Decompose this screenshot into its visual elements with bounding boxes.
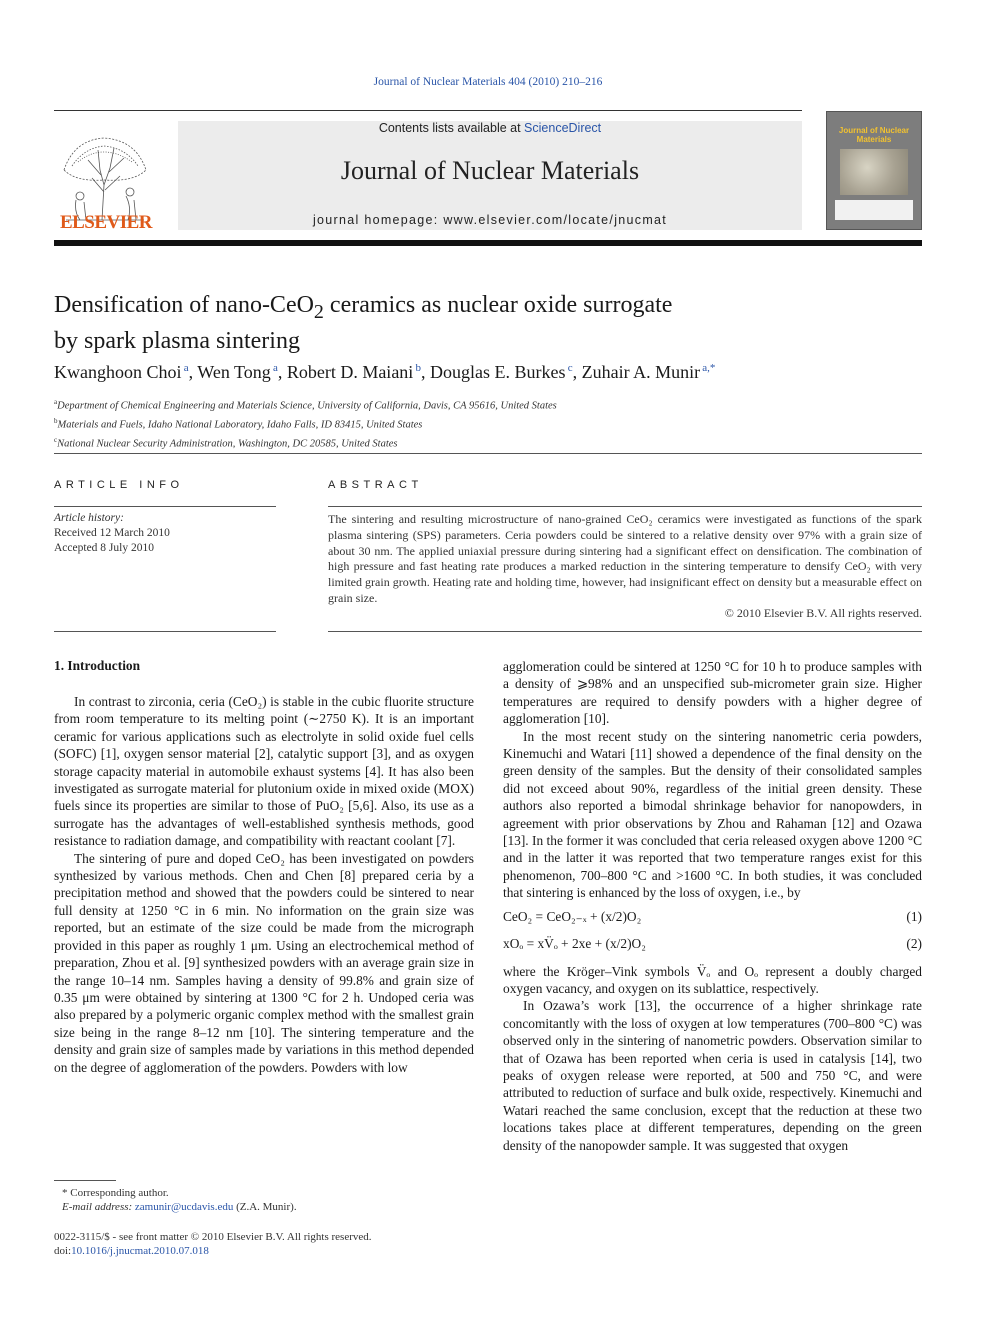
- affiliation: [54, 414, 934, 433]
- affiliation-letter: a: [54, 398, 58, 406]
- affiliation: [54, 433, 934, 452]
- issn-line: 0022-3115/$ - see front matter © 2010 Elsevier B.V. All rights reserved.: [54, 1231, 372, 1243]
- equation-expression: xOₒ = xV̈ₒ + 2xe + (x/2)O₂: [503, 936, 646, 952]
- doi-label: doi:: [54, 1245, 72, 1258]
- affiliation-mark[interactable]: a,*: [702, 362, 716, 374]
- affiliation-text: Department of Chemical Engineering and Materials Science, University of California, Davis, CA 95616, United States: [57, 400, 557, 412]
- body-paragraph: In Ozawa’s work [13], the occurrence of a higher shrinkage rate concomitantly with the loss of oxygen at low temperatures (700–800 °C) was observed only in the sintering of nanometric powders. Observation similar to that of Ozawa has been reported when ceria is used in catalysis [14], two peaks of oxygen release were reported, at 500 and 750 °C, and were attributed to reduction of surface and bulk oxide, respectively. Kinemuchi and Watari reached the same conclusion, except that the reduction at these two locations takes place at different temperatures, depending on the green density of the nanopowder sample. It was suggested that oxygen: [503, 998, 922, 1153]
- author-list: Kwanghoon Choi $^a$, Wen Tong $^a$, Robert D. Maiani $^b$, Douglas E. Burkes $^c$, Zuhair A. Munir $^{a,*}$: [54, 362, 716, 382]
- affiliation-mark[interactable]: a: [183, 362, 189, 374]
- author-name[interactable]: Zuhair A. Munir: [581, 362, 701, 382]
- email-label: E-mail address:: [62, 1201, 133, 1213]
- header-rule: [54, 110, 802, 111]
- doi-link[interactable]: 10.1016/j.jnucmat.2010.07.018: [71, 1245, 209, 1258]
- body-paragraph: The sintering of pure and doped CeO₂ has been investigated on powders synthesized by various methods. Chen and Chen [8] prepared ceria by a precipitation method and showed that the powders could be sintered to near full density at 1250 °C in 6 min. No information on the grain size was reported, but an estimate of the size could be made from the micrograph provided in this paper as roughly 1 μm. Using an electrochemical method of preparation, Zhou et al. [9] synthesized powders with an average grain size in the range 10–14 nm. Samples having a density of 99.8% and grain size of 0.35 μm were obtained by sintering at 1300 °C for 2 h. Undoped ceria was also prepared by a polymeric organic complex method with the smallest grain size being in the range 8–12 nm [10]. The sintering temperature and the density and grain size of samples made by variations in this method depended on the degree of agglomeration of the powders. Powders with low: [54, 850, 474, 1075]
- equation-expression: CeO₂ = CeO₂₋ₓ + (x/2)O₂: [503, 908, 642, 924]
- author-name[interactable]: Wen Tong: [197, 362, 271, 382]
- publisher-logo-text: ELSEVIER: [59, 212, 153, 233]
- history-label: Article history:: [54, 512, 124, 524]
- body-paragraph: where the Kröger–Vink symbols V̈ₒ and Oₒ represent a doubly charged oxygen vacancy, and oxygen on its sublattice, respectively.: [503, 963, 922, 996]
- contents-line: [178, 121, 802, 135]
- title-part: ceramics as nuclear oxide surrogate: [323, 292, 673, 318]
- author-name[interactable]: Douglas E. Burkes: [430, 362, 566, 382]
- article-title: [54, 291, 874, 356]
- accepted-date: Accepted 8 July 2010: [54, 541, 154, 554]
- affiliation: [54, 395, 934, 414]
- equation-number: (1): [906, 908, 922, 924]
- masthead-thick-rule: [54, 240, 922, 246]
- body-paragraph: In the most recent study on the sintering nanometric ceria powders, Kinemuchi and Watari [11] showed a dependence of the final density on the green density of the samples. But the density of their consolidated samples did not exceed about 90%, regardless of the initial green density. These authors also reported a bimodal shrinkage behavior for nanopowders, in agreement with prior observations by Zhou and Rahaman [12] and Ozawa [13]. In the former it was concluded that ceria released oxygen above 1200 °C and in the latter it was reported that two temperature ranges exist for this phenomenon, 700–800 °C and >1600 °C. In both studies, it was concluded that sintering is enhanced by the loss of oxygen, i.e., by: [503, 728, 922, 901]
- affiliations: [54, 395, 934, 452]
- divider: [54, 506, 276, 507]
- body-column-right: [503, 658, 922, 1154]
- front-matter: [54, 1230, 494, 1259]
- affiliation-mark[interactable]: b: [415, 362, 422, 374]
- body-paragraph: In contrast to zirconia, ceria (CeO₂) is stable in the cubic fluorite structure from room temperature to its melting point (∼2750 K). It is an important ceramic for various applications such as electrolyte in solid oxide fuel cells (SOFC) [1], oxygen sensor material [2], catalytic support [3], and as oxygen storage capacity material in automobile exhaust systems [4]. It has also been investigated as surrogate material for plutonium oxide in mixed oxide (MOX) fuels since its properties are similar to those of PuO₂ [5,6]. Also, its use as a surrogate has the advantages of well-established synthesis methods, good resistance to radiation damage, and compatibility with reactant coolant [7].: [54, 694, 474, 849]
- author-name[interactable]: Robert D. Maiani: [286, 362, 414, 382]
- section-heading: 1. Introduction: [54, 658, 141, 673]
- email-suffix: (Z.A. Munir).: [233, 1201, 297, 1213]
- journal-title: Journal of Nuclear Materials: [340, 156, 640, 185]
- journal-homepage[interactable]: journal homepage: www.elsevier.com/locate/jnucmat: [312, 213, 668, 227]
- title-subscript: 2: [313, 300, 324, 323]
- equation: [503, 908, 922, 925]
- title-part: Densification of nano-CeO: [54, 292, 314, 318]
- title-line-2: by spark plasma sintering: [54, 327, 300, 354]
- divider: [54, 453, 922, 454]
- cover-image: [840, 149, 908, 195]
- equation: [503, 935, 922, 952]
- affiliation-text: Materials and Fuels, Idaho National Laboratory, Idaho Falls, ID 83415, United States: [57, 419, 423, 431]
- divider: [328, 506, 922, 507]
- corresponding-author-note: * Corresponding author.: [62, 1187, 169, 1199]
- received-date: Received 12 March 2010: [54, 526, 170, 539]
- author-name[interactable]: Kwanghoon Choi: [54, 362, 182, 382]
- cover-title: Journal of Nuclear Materials: [838, 126, 910, 144]
- cover-bottom-panel: [835, 200, 913, 220]
- equation-number: (2): [906, 936, 922, 952]
- email-note: [62, 1200, 482, 1214]
- article-history: [54, 511, 276, 555]
- journal-citation[interactable]: Journal of Nuclear Materials 404 (2010) 210–216: [373, 76, 603, 88]
- footnote-rule: [54, 1180, 116, 1181]
- abstract-text: The sintering and resulting microstructure of nano-grained CeO₂ ceramics were investigated as functions of the spark plasma sintering (SPS) parameters. Ceria powders could be sintered to a relative density over 97% with a grain size of about 30 nm. The applied uniaxial pressure during sintering had a significant effect on densification. The combination of high pressure and fast heating rate produces a marked reduction in the sintering temperature to densify CeO₂ with very limited grain growth. Heating rate and holding time, however, had insignificant effect on density but a measurable effect on grain size.: [328, 512, 922, 605]
- affiliation-mark[interactable]: a: [272, 362, 278, 374]
- body-paragraph: agglomeration could be sintered at 1250 °C for 10 h to produce samples with a density of ⩾98% and an unspecified sub-micrometer grain size. Higher temperatures are required to densify powders with a higher degree of agglomeration [10].: [503, 659, 922, 727]
- affiliation-mark[interactable]: c: [567, 362, 573, 374]
- affiliation-text: National Nuclear Security Administration, Washington, DC 20585, United States: [57, 438, 398, 450]
- affiliation-letter: c: [54, 436, 58, 445]
- article-info-heading: ARTICLE INFO: [54, 479, 184, 491]
- abstract-heading: ABSTRACT: [328, 479, 423, 491]
- footnotes: [62, 1186, 482, 1214]
- contents-prefix: Contents lists available at: [378, 121, 525, 135]
- affiliation-letter: b: [54, 417, 58, 426]
- abstract-copyright: © 2010 Elsevier B.V. All rights reserved.: [724, 606, 922, 620]
- email-link[interactable]: zamunir@ucdavis.edu: [134, 1201, 234, 1213]
- body-column-left: [54, 693, 474, 1076]
- sciencedirect-link[interactable]: ScienceDirect: [524, 121, 602, 135]
- divider: [328, 631, 922, 632]
- divider: [54, 631, 276, 632]
- doi-line: [54, 1244, 494, 1258]
